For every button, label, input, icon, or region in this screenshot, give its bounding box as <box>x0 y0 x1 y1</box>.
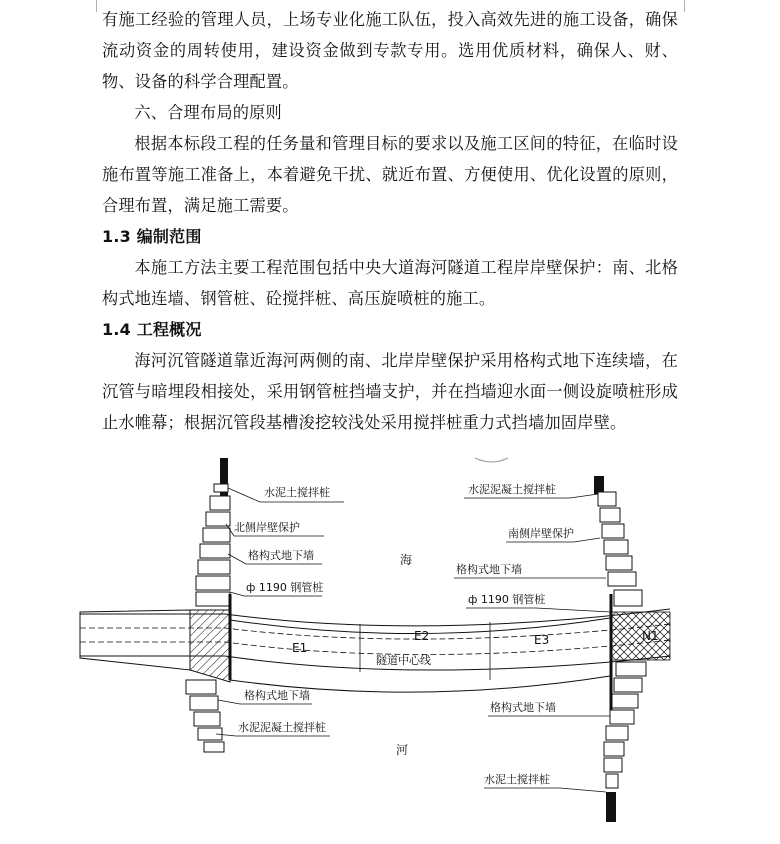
paragraph: 有施工经验的管理人员，上场专业化施工队伍，投入高效先进的施工设备，确保流动资金的周转使用，建设资金做到专款专用。选用优质材料，确保人、财、物、设备的科学合理配置。 <box>102 10 678 91</box>
tunnel-band <box>80 609 670 692</box>
river-label-top: 海 <box>400 553 413 567</box>
tunnel-centerline-label: 隧道中心线 <box>376 654 431 667</box>
label-north-steel-pile: ф 1190 钢管桩 <box>246 581 324 594</box>
north-bank-structure <box>80 458 230 752</box>
section-heading: 1.3 编制范围 <box>102 227 202 246</box>
paragraph: 根据本标段工程的任务量和管理目标的要求以及施工区间的特征，在临时设施布置等施工准备上，本着避免干扰、就近布置、方便使用、优化设置的原则，合理布置，满足施工需要。 <box>102 134 678 215</box>
label-south-protect: 南侧岸壁保护 <box>508 527 574 540</box>
label-north-lattice-wall-lower: 格构式地下墙 <box>244 689 310 702</box>
section-heading: 1.4 工程概况 <box>102 320 202 339</box>
label-north-concrete-pile: 水泥泥凝土搅拌桩 <box>238 721 326 734</box>
label-south-concrete-pile: 水泥泥凝土搅拌桩 <box>468 483 556 496</box>
segment-n1-block <box>610 612 670 660</box>
label-south-cement-pile: 水泥土搅拌桩 <box>484 773 550 786</box>
label-south-steel-pile: ф 1190 钢管桩 <box>468 593 546 606</box>
body-text <box>102 4 678 438</box>
label-south-lattice-wall-lower: 格构式地下墙 <box>490 701 556 714</box>
page-corner-mark <box>84 0 97 12</box>
page-corner-mark <box>684 0 697 12</box>
segment-n1-label: N1 <box>642 629 659 643</box>
arc-mark <box>475 458 508 462</box>
segment-e2-label: E2 <box>414 629 430 643</box>
paragraph: 海河沉管隧道靠近海河两侧的南、北岸岸壁保护采用格构式地下连续墙，在沉管与暗埋段相接处，采用钢管桩挡墙支护，并在挡墙迎水面一侧设旋喷桩形成止水帷幕；根据沉管段基槽浚挖较浅处采用搅拌桩重力式挡墙加固岸壁。 <box>102 351 678 432</box>
segment-e3-label: E3 <box>534 633 550 647</box>
tunnel-plan-drawing <box>0 444 780 844</box>
river-label-bottom: 河 <box>396 743 409 757</box>
segment-e1-label: E1 <box>292 641 308 655</box>
label-north-lattice-wall: 格构式地下墙 <box>248 549 314 562</box>
label-south-lattice-wall: 格构式地下墙 <box>456 563 522 576</box>
section-subtitle: 六、合理布局的原则 <box>134 103 282 122</box>
paragraph: 本施工方法主要工程范围包括中央大道海河隧道工程岸岸壁保护：南、北格构式地连墙、钢管桩、砼搅拌桩、高压旋喷桩的施工。 <box>102 258 678 308</box>
label-north-cement-pile: 水泥土搅拌桩 <box>264 486 330 499</box>
label-north-protect: 北侧岸壁保护 <box>234 521 300 534</box>
